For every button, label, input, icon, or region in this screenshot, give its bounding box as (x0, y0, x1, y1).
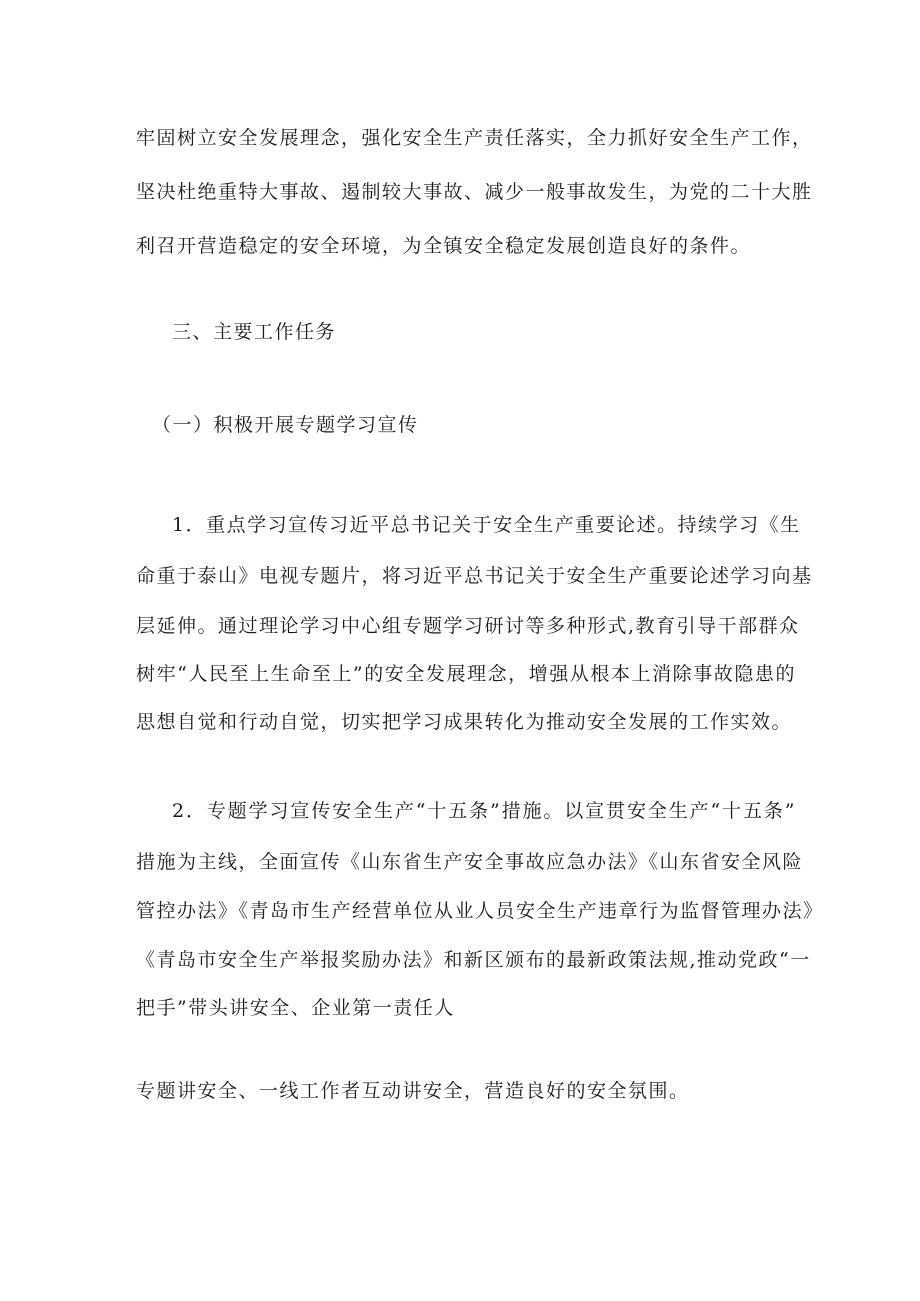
item1-line-2: 命重于泰山》电视专题片，将习近平总书记关于安全生产重要论述学习向基 (136, 565, 813, 587)
subsection-heading: （一）积极开展专题学习宣传 (152, 414, 419, 436)
item2-line-5: 把手”带头讲安全、企业第一责任人 (136, 997, 455, 1019)
para1-line-3: 利召开营造稳定的安全环境，为全镇安全稳定发展创造良好的条件。 (136, 235, 752, 257)
section-heading: 三、主要工作任务 (172, 321, 337, 343)
item2-line-1: 2．专题学习宣传安全生产“十五条”措施。以宣贯安全生产“十五条” (172, 800, 796, 822)
item2-line-3: 管控办法》《青岛市生产经营单位从业人员安全生产违章行为监督管理办法》 (136, 900, 824, 922)
item1-line-1: 1．重点学习宣传习近平总书记关于安全生产重要论述。持续学习《生 (172, 514, 801, 536)
para1-line-1: 牢固树立安全发展理念，强化安全生产责任落实，全力抓好安全生产工作， (136, 127, 813, 149)
item1-line-5: 思想自觉和行动自觉，切实把学习成果转化为推动安全发展的工作实效。 (136, 711, 793, 733)
item2-line-2: 措施为主线，全面宣传《山东省生产安全事故应急办法》《山东省安全风险 (136, 851, 804, 873)
item1-line-4: 树牢“人民至上生命至上”的安全发展理念，增强从根本上消除事故隐患的 (136, 663, 796, 685)
item1-line-3: 层延伸。通过理论学习中心组专题学习研讨等多种形式,教育引导干部群众 (136, 615, 800, 637)
para1-line-2: 坚决杜绝重特大事故、遏制较大事故、减少一般事故发生，为党的二十大胜 (136, 181, 813, 203)
item2-line-4: 《青岛市安全生产举报奖励办法》和新区颁布的最新政策法规,推动党政“一 (136, 949, 811, 971)
continuation-line: 专题讲安全、一线工作者互动讲安全，营造良好的安全氛围。 (136, 1080, 690, 1102)
